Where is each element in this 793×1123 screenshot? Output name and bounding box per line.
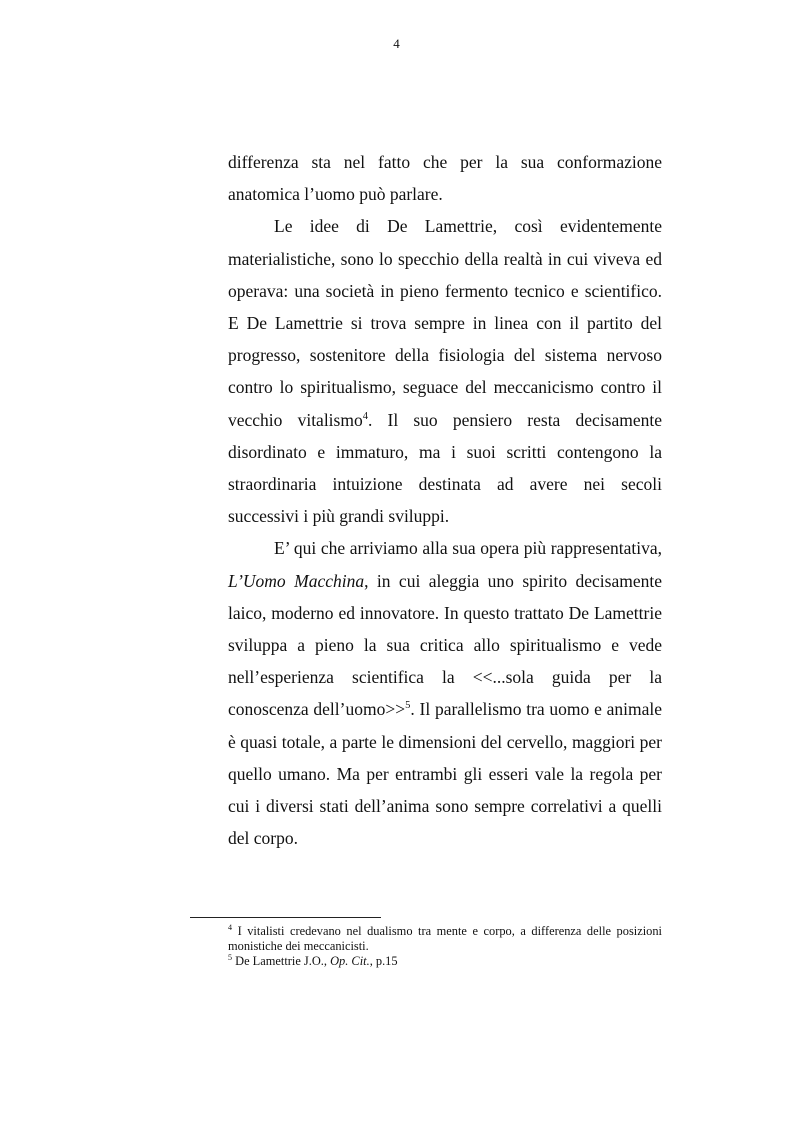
paragraph-3	[228, 532, 662, 854]
paragraph-1-text: differenza sta nel fatto che per la sua conformazione anatomica l’uomo può parlare.	[228, 152, 662, 205]
paragraph-3-text-b: , in cui aleggia uno spirito decisamente laico, moderno ed innovatore. In questo trattato De Lamettrie sviluppa a pieno la sua critica allo spiritualismo e vede nell’esperienza scientifica la <<...sola guida per la conoscenza dell’uomo>>	[228, 570, 662, 720]
paragraph-3-text-a: E’ qui che arriviamo alla sua opera più rappresentativa,	[274, 538, 662, 559]
footnote-ref-5[interactable]: 5	[405, 700, 411, 712]
footnote-4	[228, 924, 662, 954]
footnote-5	[228, 954, 662, 969]
footnote-5-text-b: , p.15	[369, 954, 398, 968]
footnote-ref-4[interactable]: 4	[362, 410, 368, 422]
paragraph-2-text-b: . Il suo pensiero resta decisamente disordinato e immaturo, ma i suoi scritti contengono la straordinaria intuizione destinata ad avere nei secoli successivi i più grandi sviluppi.	[228, 409, 662, 527]
paragraph-2	[228, 210, 662, 532]
paragraph-1	[228, 146, 662, 210]
footnote-separator	[190, 917, 381, 918]
footnotes	[228, 924, 662, 969]
footnote-5-citation: Op. Cit.	[330, 954, 370, 968]
footnote-5-text-a: De Lamettrie J.O.,	[232, 954, 331, 968]
footnote-marker: 4	[228, 922, 233, 932]
paragraph-2-text-a: Le idee di De Lamettrie, così evidentemente materialistiche, sono lo specchio della realtà in cui viveva ed operava: una società in pieno fermento tecnico e scientifico. E De Lamettrie si trova sempre in linea con il partito del progresso, sostenitore della fisiologia del sistema nervoso contro lo spiritualismo, seguace del meccanicismo contro il vecchio vitalismo	[228, 216, 662, 430]
footnote-4-text: I vitalisti credevano nel dualismo tra mente e corpo, a differenza delle posizioni monistiche dei meccanicisti.	[228, 924, 662, 953]
book-title: L’Uomo Macchina	[228, 570, 365, 591]
paragraph-3-text-c: . Il parallelismo tra uomo e animale è quasi totale, a parte le dimensioni del cervello, maggiori per quello umano. Ma per entrambi gli esseri vale la regola per cui i diversi stati dell’anima sono sempre correlativi a quelli del corpo.	[228, 699, 662, 849]
page-number: 4	[393, 36, 400, 51]
body-text	[228, 146, 662, 854]
footnote-marker: 5	[228, 952, 233, 962]
